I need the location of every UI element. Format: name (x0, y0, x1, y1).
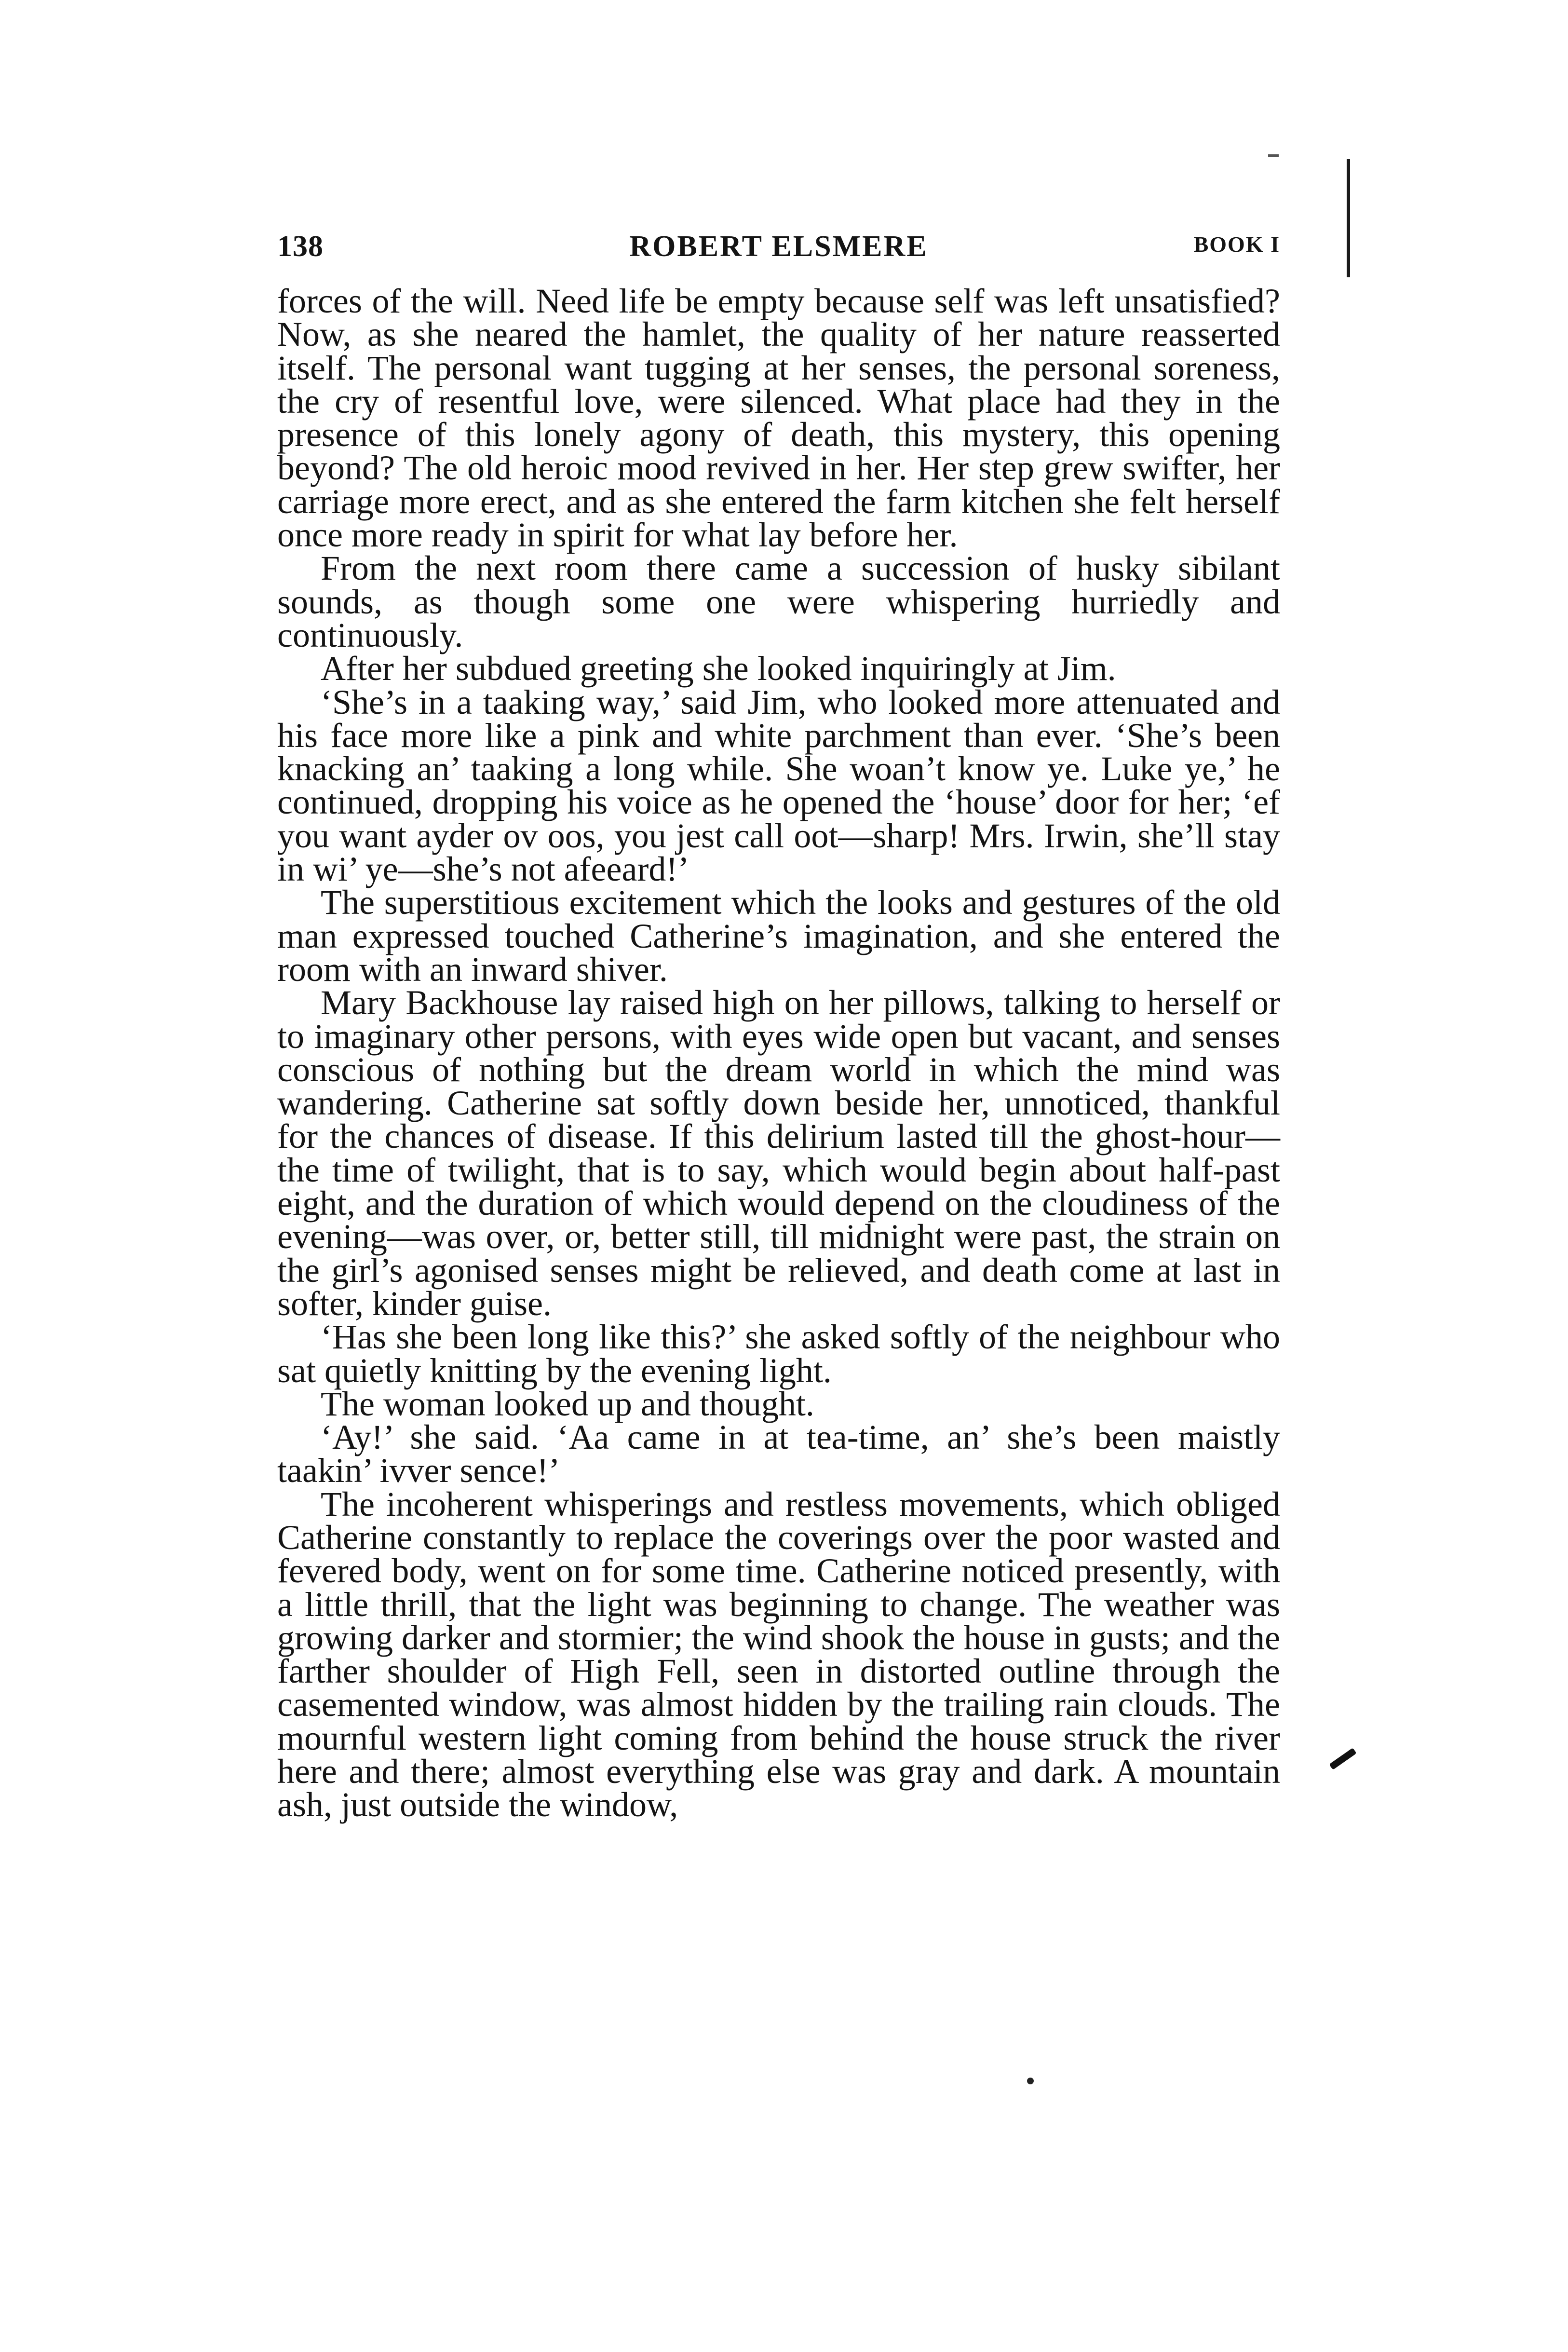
scan-dot (1027, 2078, 1034, 2084)
paragraph: ‘Has she been long like this?’ she asked softly of the neighbour who sat quietly knitting by the evening light. (277, 1318, 1280, 1390)
page-number: 138 (277, 230, 324, 263)
paragraph: The superstitious excitement which the looks and gestures of the old man expressed touched Catherine’s imagination, and she entered the room with an inward shiver. (277, 883, 1280, 989)
book-label: BOOK I (1193, 232, 1280, 257)
paragraph: Mary Backhouse lay raised high on her pillows, talking to herself or to imaginary other persons, with eyes wide open but vacant, and senses conscious of nothing but the dream world in which the mind was wandering. Catherine sat softly down beside her, unnoticed, thankful for the chances of disease. If this delirium lasted till the ghost-hour—the time of twilight, that is to say, which would begin about half-past eight, and the duration of which would depend on the cloudiness of the evening—was over, or, better still, till midnight were past, the strain on the girl’s agonised senses might be relieved, and death come at last in softer, kinder guise. (277, 983, 1280, 1323)
paragraph-continued: forces of the will. Need life be empty because self was left unsatisfied? Now, as she neared the hamlet, the quality of her nature reasserted itself. The personal want tugging at her senses, the personal soreness, the cry of resentful love, were silenced. What place had they in the presence of this lonely agony of death, this mystery, this opening beyond? The old heroic mood revived in her. Her step grew swifter, her carriage more erect, and as she entered the farm kitchen she felt herself once more ready in spirit for what lay before her. (277, 282, 1280, 555)
page-body (277, 282, 1280, 1824)
paragraph: From the next room there came a succession of husky sibilant sounds, as though some one were whispering hurriedly and continuously. (277, 549, 1280, 654)
paragraph: The woman looked up and thought. (321, 1384, 814, 1423)
margin-rule-mark (1347, 159, 1350, 277)
scan-speck (1268, 154, 1279, 157)
running-title: ROBERT ELSMERE (629, 230, 928, 263)
running-header (277, 230, 1280, 273)
paragraph: After her subdued greeting she looked inquiringly at Jim. (321, 649, 1116, 688)
margin-tick-mark (1329, 1748, 1356, 1770)
paragraph: ‘Ay!’ she said. ‘Aa came in at tea-time, an’ she’s been maistly taakin’ ivver sence!’ (277, 1418, 1280, 1490)
paragraph: The incoherent whisperings and restless movements, which obliged Catherine constantly to replace the coverings over the poor wasted and fevered body, went on for some time. Catherine noticed presently, with a little thrill, that the light was beginning to change. The weather was growing darker and stormier; the wind shook the house in gusts; and the farther shoulder of High Fell, seen in distorted outline through the casemented window, was almost hidden by the trailing rain clouds. The mournful western light coming from behind the house struck the river here and there; almost everything else was gray and dark. A mountain ash, just outside the window, (277, 1484, 1280, 1824)
paragraph: ‘She’s in a taaking way,’ said Jim, who looked more attenuated and his face more like a pink and white parchment than ever. ‘She’s been knacking an’ taaking a long while. She woan’t know ye. Luke ye,’ he continued, dropping his voice as he opened the ‘house’ door for her; ‘ef you want ayder ov oos, you jest call oot—sharp! Mrs. Irwin, she’ll stay in wi’ ye—she’s not afeeard!’ (277, 682, 1280, 889)
